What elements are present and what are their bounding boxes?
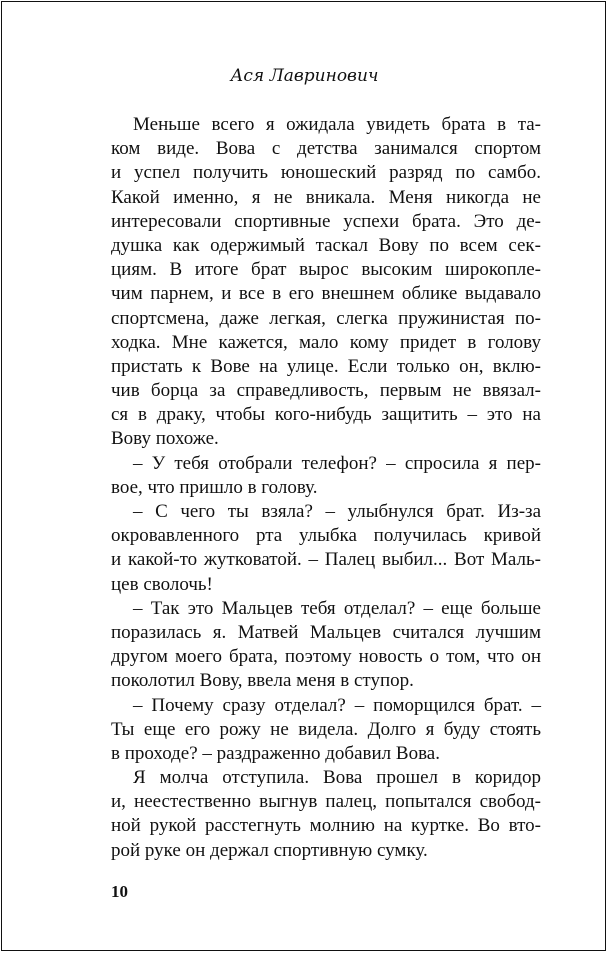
text-line: циям. В итоге брат вырос высоким широкопле- xyxy=(111,259,541,281)
text-line: душка как одержимый таскал Вову по всем сек- xyxy=(111,234,541,256)
text-line: окровавленного рта улыбка получилась кривой xyxy=(111,525,541,547)
text-line: – С чего ты взяла? – улыбнулся брат. Из-за xyxy=(133,501,541,522)
text-line: ходка. Мне кажется, мало кому придет в голову xyxy=(111,331,541,353)
text-line: интересовали спортивные успехи брата. Это де- xyxy=(111,210,541,232)
text-line: поколотил Вову, ввела меня в ступор. xyxy=(111,670,414,692)
page-number: 10 xyxy=(111,882,128,901)
running-header-author: Ася Лавринович xyxy=(230,66,379,86)
text-line: чив борца за справедливость, первым не ввязал- xyxy=(111,380,541,402)
text-line: пристать к Вове на улице. Если только он, вклю- xyxy=(111,355,541,377)
text-line: ся в драку, чтобы кого-нибудь защитить – это на xyxy=(111,404,541,426)
text-line: цев сволочь! xyxy=(111,573,213,595)
text-line: чим парнем, и все в его внешнем облике выдавало xyxy=(111,283,541,305)
text-line: рой руке он держал спортивную сумку. xyxy=(111,839,428,861)
text-line: Ты еще его рожу не видела. Долго я буду стоять xyxy=(111,718,541,740)
text-line: спортсмена, даже легкая, слегка пружинистая по- xyxy=(111,307,541,329)
text-line: ком виде. Вова с детства занимался спортом xyxy=(111,138,541,160)
text-line: Я молча отступила. Вова прошел в коридор xyxy=(133,767,541,789)
body-text xyxy=(111,113,541,863)
text-line: – Так это Мальцев тебя отделал? – еще больше xyxy=(133,597,541,619)
text-line: ной рукой расстегнуть молнию на куртке. Во вто- xyxy=(111,815,541,837)
text-line: и какой-то жутковатой. – Палец выбил... Вот Маль- xyxy=(111,549,541,571)
text-line: – Почему сразу отделал? – поморщился брат. – xyxy=(133,694,541,716)
text-line: Вову похоже. xyxy=(111,428,219,450)
text-line: Меньше всего я ожидала увидеть брата в та- xyxy=(133,114,541,135)
text-line: Какой именно, я не вникала. Меня никогда не xyxy=(111,186,541,208)
text-line: поразилась я. Матвей Мальцев считался лучшим xyxy=(111,621,541,643)
text-line: и, неестественно выгнув палец, попытался свобод- xyxy=(111,791,541,813)
text-line: вое, что пришло в голову. xyxy=(111,476,318,498)
text-line: – У тебя отобрали телефон? – спросила я пер- xyxy=(133,452,541,474)
text-line: другом моего брата, поэтому новость о том, что он xyxy=(111,646,541,668)
text-line: в проходе? – раздраженно добавил Вова. xyxy=(111,742,440,764)
text-line: и успел получить юношеский разряд по самбо. xyxy=(111,162,541,184)
